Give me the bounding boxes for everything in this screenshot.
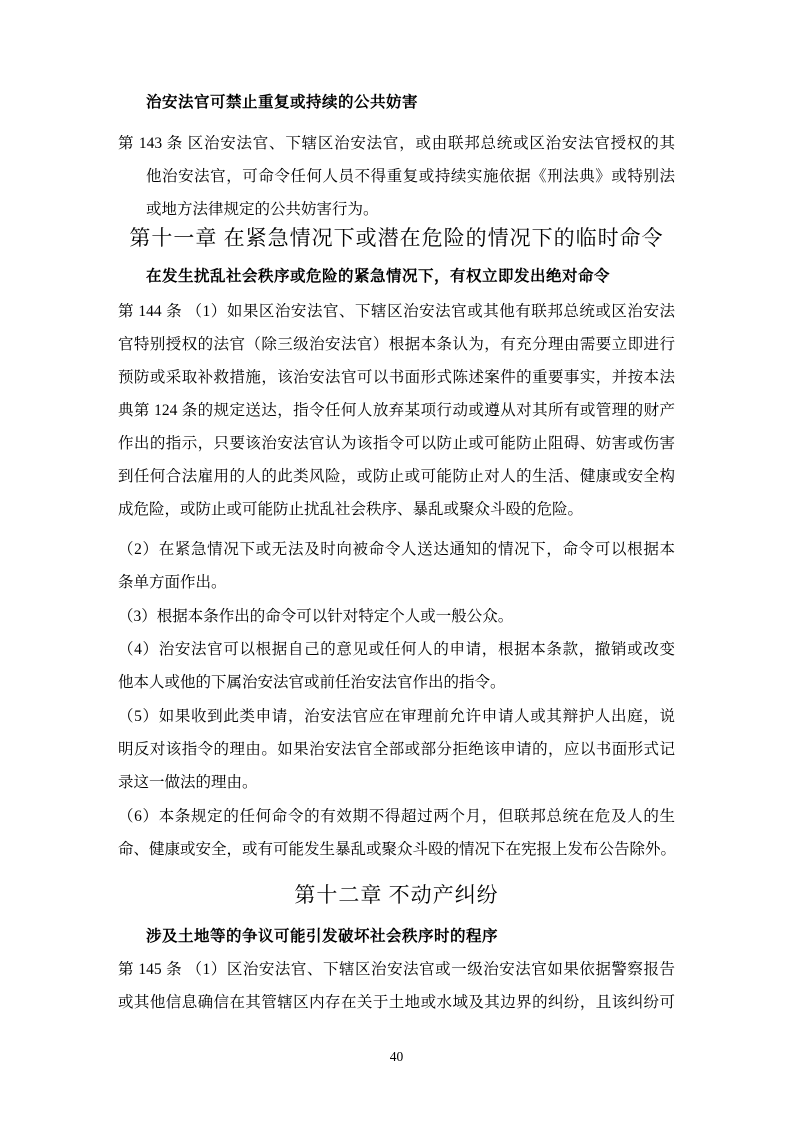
text-line: （2）在紧急情况下或无法及时向被命令人送达通知的情况下，命令可以根据本 <box>118 541 675 558</box>
text-line: 成危险，或防止或可能防止扰乱社会秩序、暴乱或聚众斗殴的危险。 <box>118 501 584 518</box>
text-line: （5）如果收到此类申请，治安法官应在审理前允许申请人或其辩护人出庭，说 <box>118 708 675 725</box>
article-145-clause-1 <box>118 953 675 1019</box>
text-line: 条单方面作出。 <box>118 574 227 591</box>
article-144-clause-6 <box>118 800 675 866</box>
text-line: （3）根据本条作出的命令可以针对特定个人或一般公众。 <box>118 608 514 625</box>
document-content <box>118 0 675 1019</box>
text-line: 第 144 条 （1）如果区治安法官、下辖区治安法官或其他有联邦总统或区治安法 <box>118 303 675 320</box>
text-line: 第 143 条 区治安法官、下辖区治安法官，或由联邦总统或区治安法官授权的其 <box>118 135 675 152</box>
section-heading-143: 治安法官可禁止重复或持续的公共妨害 <box>146 94 419 111</box>
text-line: 他治安法官，可命令任何人员不得重复或持续实施依据《刑法典》或特别法 <box>146 168 675 185</box>
text-line: 或地方法律规定的公共妨害行为。 <box>146 201 379 218</box>
text-line: 明反对该指令的理由。如果治安法官全部或部分拒绝该申请的，应以书面形式记 <box>118 741 675 758</box>
article-144-clause-1 <box>118 295 675 526</box>
text-line: 命、健康或安全，或有可能发生暴乱或聚众斗殴的情况下在宪报上发布公告除外。 <box>118 841 677 858</box>
text-line: （4）治安法官可以根据自己的意见或任何人的申请，根据本条款，撤销或改变 <box>118 641 675 658</box>
text-line: 典第 124 条的规定送达，指令任何人放弃某项行动或遵从对其所有或管理的财产 <box>118 402 675 419</box>
text-line: 或其他信息确信在其管辖区内存在关于土地或水域及其边界的纠纷，且该纠纷可 <box>118 994 675 1011</box>
article-144-clause-2 <box>118 533 675 599</box>
text-line: 官特别授权的法官（除三级治安法官）根据本条认为，有充分理由需要立即进行 <box>118 336 675 353</box>
text-line: 到任何合法雇用的人的此类风险，或防止或可能防止对人的生活、健康或安全构 <box>118 468 675 485</box>
text-line: （6）本条规定的任何命令的有效期不得超过两个月，但联邦总统在危及人的生 <box>118 808 675 825</box>
article-144-clause-5 <box>118 700 675 799</box>
text-line: 第 145 条 （1）区治安法官、下辖区治安法官或一级治安法官如果依据警察报告 <box>118 961 675 978</box>
text-line: 作出的指示，只要该治安法官认为该指令可以防止或可能防止阻碍、妨害或伤害 <box>118 435 675 452</box>
article-144-clause-3 <box>118 600 675 633</box>
text-line: 录这一做法的理由。 <box>118 774 258 791</box>
text-line: 预防或采取补救措施，该治安法官可以书面形式陈述案件的重要事实，并按本法 <box>118 369 675 386</box>
section-heading-145: 涉及土地等的争议可能引发破坏社会秩序时的程序 <box>146 928 499 945</box>
article-143-paragraph <box>118 127 675 226</box>
page-number: 40 <box>389 1049 404 1064</box>
chapter-12-title: 第十二章 不动产纠纷 <box>294 883 499 907</box>
article-144-clause-4 <box>118 633 675 699</box>
section-heading-144: 在发生扰乱社会秩序或危险的紧急情况下，有权立即发出绝对命令 <box>146 268 611 285</box>
chapter-11-title: 第十一章 在紧急情况下或潜在危险的情况下的临时命令 <box>129 226 664 250</box>
text-line: 他本人或他的下属治安法官或前任治安法官作出的指令。 <box>118 674 506 691</box>
